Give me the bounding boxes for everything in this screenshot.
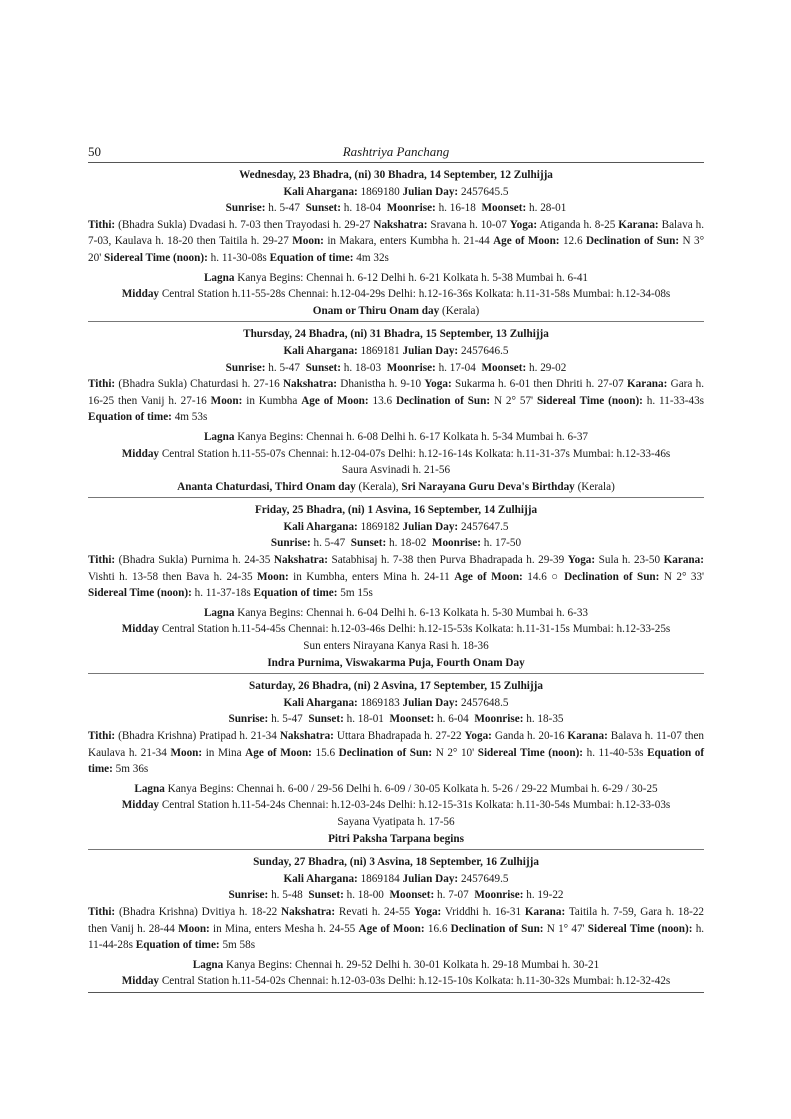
day-entry-sunday [88, 850, 704, 993]
panchang-details: Tithi: (Bhadra Sukla) Purnima h. 24-35 Nakshatra: Satabhisaj h. 7-38 then Purva Bhadrapada h. 29-39 Yoga: Sula h. 23-50 Karana: Vishti h. 13-58 then Bava h. 24-35 Moon: in Kumbha, enters Mina h. 24-11 Age of Moon: 14.6 ○ Declination of Sun: N 2° 33' Sidereal Time (noon): h. 11-37-18s Equation of time: 5m 15s [88, 554, 705, 600]
note-line: Saura Asvinadi h. 21-56 [341, 464, 451, 477]
sun-moon-times: Sunrise: h. 5-47 Sunset: h. 18-02 Moonrise: h. 17-50 [270, 537, 522, 550]
day-heading: Sunday, 27 Bhadra, (ni) 3 Asvina, 18 September, 16 Zulhijja [253, 856, 539, 869]
lagna-line: Lagna Kanya Begins: Chennai h. 6-04 Delhi h. 6-13 Kolkata h. 5-30 Mumbai h. 6-33 [203, 606, 589, 619]
lagna-line: Lagna Kanya Begins: Chennai h. 6-00 / 29-56 Delhi h. 6-09 / 30-05 Kolkata h. 5-26 / 29-22 Mumbai h. 6-29 / 30-25 [134, 782, 658, 795]
sun-moon-times: Sunrise: h. 5-47 Sunset: h. 18-01 Moonset: h. 6-04 Moonrise: h. 18-35 [228, 713, 564, 726]
day-heading: Wednesday, 23 Bhadra, (ni) 30 Bhadra, 14 September, 12 Zulhijja [239, 169, 553, 181]
midday-line: Midday Central Station h.11-54-02s Chennai: h.12-03-03s Delhi: h.12-15-10s Kolkata: h.11-30-32s Mumbai: h.12-32-42s [121, 975, 671, 988]
panchang-details: Tithi: (Bhadra Krishna) Pratipad h. 21-34 Nakshatra: Uttara Bhadrapada h. 27-22 Yoga: Ganda h. 20-16 Karana: Balava h. 11-07 then Kaulava h. 21-34 Moon: in Mina Age of Moon: 15.6 Declination of Sun: N 2° 10' Sidereal Time (noon): h. 11-40-53s Equation of time: 5m 36s [88, 730, 705, 776]
festival-line: Ananta Chaturdasi, Third Onam day (Kerala), Sri Narayana Guru Deva's Birthday (Kerala) [177, 480, 615, 493]
midday-line: Midday Central Station h.11-54-24s Chennai: h.12-03-24s Delhi: h.12-15-31s Kolkata: h.11-30-54s Mumbai: h.12-33-03s [121, 799, 671, 812]
midday-line: Midday Central Station h.11-55-07s Chennai: h.12-04-07s Delhi: h.12-16-14s Kolkata: h.11-31-37s Mumbai: h.12-33-46s [121, 447, 671, 460]
midday-line: Midday Central Station h.11-55-28s Chennai: h.12-04-29s Delhi: h.12-16-36s Kolkata: h.11-31-58s Mumbai: h.12-34-08s [121, 288, 671, 301]
ahargana-line: Kali Ahargana: 1869184 Julian Day: 2457649.5 [283, 872, 509, 885]
panchang-details: Tithi: (Bhadra Krishna) Dvitiya h. 18-22 Nakshatra: Revati h. 24-55 Yoga: Vriddhi h. 16-31 Karana: Taitila h. 7-59, Gara h. 18-22 then Vanij h. 28-44 Moon: in Mina, enters Mesha h. 24-55 Age of Moon: 16.6 Declination of Sun: N 1° 47' Sidereal Time (noon): h. 11-44-28s Equation of time: 5m 58s [88, 905, 705, 952]
ahargana-line: Kali Ahargana: 1869182 Julian Day: 2457647.5 [283, 520, 509, 533]
sun-moon-times: Sunrise: h. 5-48 Sunset: h. 18-00 Moonset: h. 7-07 Moonrise: h. 19-22 [228, 889, 564, 902]
day-heading: Thursday, 24 Bhadra, (ni) 31 Bhadra, 15 September, 13 Zulhijja [243, 328, 549, 341]
festival-line: Indra Purnima, Viswakarma Puja, Fourth Onam Day [267, 656, 525, 669]
lagna-line: Lagna Kanya Begins: Chennai h. 6-08 Delhi h. 6-17 Kolkata h. 5-34 Mumbai h. 6-37 [203, 430, 589, 443]
ahargana-line: Kali Ahargana: 1869180 Julian Day: 2457645.5 [283, 185, 509, 198]
festival-line: Pitri Paksha Tarpana begins [328, 832, 464, 845]
page [88, 140, 704, 993]
day-heading: Friday, 25 Bhadra, (ni) 1 Asvina, 16 September, 14 Zulhijja [254, 504, 538, 517]
sun-moon-times: Sunrise: h. 5-47 Sunset: h. 18-04 Moonrise: h. 16-18 Moonset: h. 28-01 [225, 202, 567, 215]
note-line: Sayana Vyatipata h. 17-56 [337, 815, 455, 828]
panchang-details: Tithi: (Bhadra Sukla) Chaturdasi h. 27-16 Nakshatra: Dhanistha h. 9-10 Yoga: Sukarma h. 6-01 then Dhriti h. 27-07 Karana: Gara h. 16-25 then Vanij h. 27-16 Moon: in Kumbha Age of Moon: 13.6 Declination of Sun: N 2° 57' Sidereal Time (noon): h. 11-33-43s Equation of time: 4m 53s [88, 378, 705, 424]
sun-moon-times: Sunrise: h. 5-47 Sunset: h. 18-03 Moonrise: h. 17-04 Moonset: h. 29-02 [225, 361, 567, 374]
ahargana-line: Kali Ahargana: 1869181 Julian Day: 2457646.5 [283, 344, 509, 357]
panchang-details: Tithi: (Bhadra Sukla) Dvadasi h. 7-03 then Trayodasi h. 29-27 Nakshatra: Sravana h. 10-07 Yoga: Atiganda h. 8-25 Karana: Balava h. 7-03, Kaulava h. 18-20 then Taitila h. 29-27 Moon: in Makara, enters Kumbha h. 21-44 Age of Moon: 12.6 Declination of Sun: N 3° 20' Sidereal Time (noon): h. 11-30-08s Equation of time: 4m 32s [88, 218, 705, 264]
page-header [88, 140, 704, 163]
midday-line: Midday Central Station h.11-54-45s Chennai: h.12-03-46s Delhi: h.12-15-53s Kolkata: h.11-31-15s Mumbai: h.12-33-25s [121, 623, 671, 636]
day-entry-friday [88, 498, 704, 674]
page-number: 50 [88, 144, 101, 159]
festival-line: Onam or Thiru Onam day (Kerala) [312, 304, 480, 317]
day-entry-wednesday [88, 163, 704, 322]
note-line: Sun enters Nirayana Kanya Rasi h. 18-36 [303, 640, 489, 653]
running-title: Rashtriya Panchang [342, 144, 450, 159]
lagna-line: Lagna Kanya Begins: Chennai h. 6-12 Delhi h. 6-21 Kolkata h. 5-38 Mumbai h. 6-41 [203, 271, 589, 284]
day-heading: Saturday, 26 Bhadra, (ni) 2 Asvina, 17 September, 15 Zulhijja [249, 680, 543, 693]
day-entry-saturday [88, 674, 704, 850]
day-entry-thursday [88, 322, 704, 498]
ahargana-line: Kali Ahargana: 1869183 Julian Day: 2457648.5 [283, 696, 509, 709]
lagna-line: Lagna Kanya Begins: Chennai h. 29-52 Delhi h. 30-01 Kolkata h. 29-18 Mumbai h. 30-21 [192, 958, 600, 971]
